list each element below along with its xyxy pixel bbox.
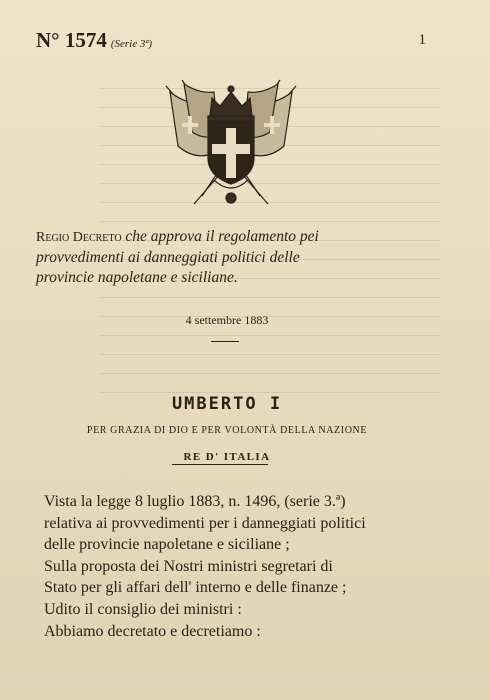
body-line: relativa ai provvedimenti per i danneggiati politici xyxy=(44,514,366,532)
sovereign-grace: PER GRAZIA DI DIO E PER VOLONTÀ DELLA NAZIONE xyxy=(86,425,368,436)
title-line-3: provincie napoletane e siciliane. xyxy=(36,269,238,286)
decree-body xyxy=(44,491,428,642)
title-prefix: Regio Decreto xyxy=(36,230,122,245)
title-underline xyxy=(172,464,268,465)
body-line: delle provincie napoletane e siciliane ; xyxy=(44,536,290,554)
sovereign-name: UMBERTO I xyxy=(171,394,283,414)
body-line: Vista la legge 8 luglio 1883, n. 1496, (serie 3.ª) xyxy=(44,493,346,510)
decree-number xyxy=(36,28,152,53)
body-line: Abbiamo decretato e decretiamo : xyxy=(44,622,261,640)
body-line: Stato per gli affari dell' interno e delle finanze ; xyxy=(44,579,347,597)
decree-date: 4 settembre 1883 xyxy=(185,313,269,327)
body-line: Udito il consiglio dei ministri : xyxy=(44,600,242,618)
savoy-coat-of-arms-icon xyxy=(148,76,314,210)
body-line: Sulla proposta dei Nostri ministri segretari di xyxy=(44,557,333,575)
title-line-2: provvedimenti ai danneggiati politici delle xyxy=(36,249,300,266)
sovereign-title: RE D' ITALIA xyxy=(183,451,271,463)
title-line-1: che approva il regolamento pei xyxy=(125,228,319,245)
decree-number-text: N° 1574 xyxy=(36,28,107,52)
decree-title xyxy=(36,227,428,288)
decree-serie: (Serie 3ª) xyxy=(110,38,153,50)
divider xyxy=(211,341,239,342)
page-number: 1 xyxy=(418,32,426,48)
